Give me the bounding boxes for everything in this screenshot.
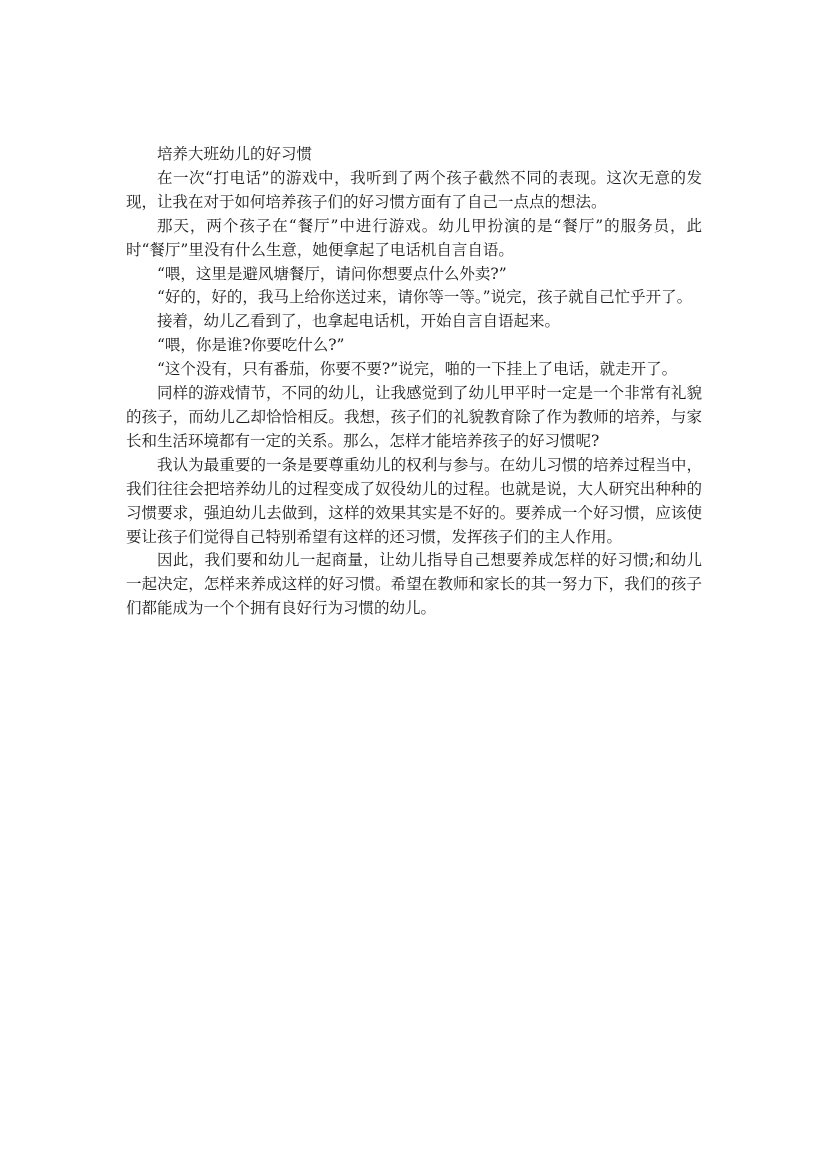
document-title: 培养大班幼儿的好习惯: [157, 145, 313, 163]
paragraph: 同样的游戏情节，不同的幼儿，让我感觉到了幼儿甲平时一定是一个非常有礼貌的孩子，而幼儿乙却恰恰相反。我想，孩子们的礼貌教育除了作为教师的培养，与家长和生活环境都有一定的关系。那么，怎样才能培养孩子的好习惯呢?: [126, 384, 702, 450]
paragraph: “喂，这里是避风塘餐厅，请问你想要点什么外卖?”: [157, 264, 507, 283]
paragraph: “这个没有，只有番茄，你要不要?”说完，啪的一下挂上了电话，就走开了。: [157, 360, 678, 379]
paragraph: 因此，我们要和幼儿一起商量，让幼儿指导自己想要养成怎样的好习惯;和幼儿一起决定，怎样来养成这样的好习惯。希望在教师和家长的其一努力下，我们的孩子们都能成为一个个拥有良好行为习惯的幼儿。: [126, 551, 702, 618]
document-body: [126, 143, 702, 621]
paragraph: “喂，你是谁?你要吃什么?”: [157, 336, 345, 355]
paragraph: “好的，好的，我马上给你送过来，请你等一等。”说完，孩子就自己忙乎开了。: [157, 288, 693, 307]
paragraph: 我认为最重要的一条是要尊重幼儿的权利与参与。在幼儿习惯的培养过程当中，我们往往会把培养幼儿的过程变成了奴役幼儿的过程。也就是说，大人研究出种种的习惯要求，强迫幼儿去做到，这样的效果其实是不好的。要养成一个好习惯，应该使要让孩子们觉得自己特别希望有这样的还习惯，发挥孩子们的主人作用。: [126, 455, 702, 546]
paragraph: 在一次“打电话”的游戏中，我听到了两个孩子截然不同的表现。这次无意的发现，让我在对于如何培养孩子们的好习惯方面有了自己一点点的想法。: [126, 168, 702, 211]
paragraph: 接着，幼儿乙看到了，也拿起电话机，开始自言自语起来。: [157, 312, 561, 331]
paragraph: 那天，两个孩子在“餐厅”中进行游戏。幼儿甲扮演的是“餐厅”的服务员，此时“餐厅”里没有什么生意，她便拿起了电话机自言自语。: [126, 216, 702, 259]
